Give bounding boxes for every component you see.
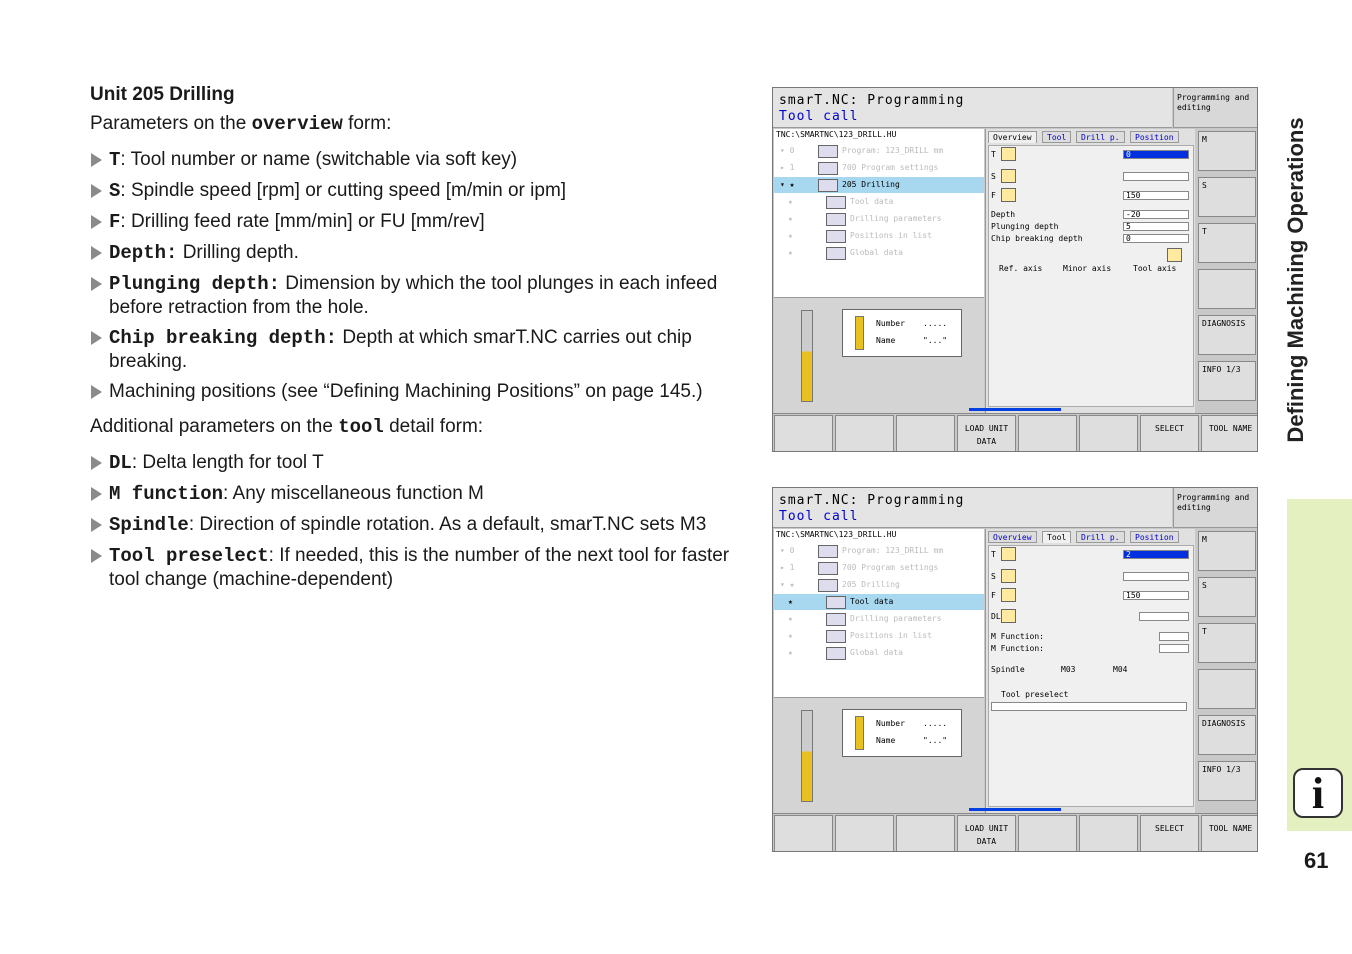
vertical-softkey-bar: [1196, 529, 1258, 813]
field-depth-input[interactable]: -20: [1123, 210, 1189, 219]
tree-node-icon: [818, 562, 838, 575]
param-code: Plunging depth:: [109, 273, 281, 295]
tree-node-label: Global data: [850, 648, 903, 657]
tree-node-marker: ★: [788, 597, 793, 606]
param-code: F: [109, 211, 121, 233]
program-path: TNC:\SMARTNC\123_DRILL.HU: [774, 129, 984, 141]
m-function-input[interactable]: [1159, 644, 1189, 653]
param-code: T: [109, 149, 121, 171]
info-number-label: Number: [876, 319, 905, 328]
tree-item[interactable]: [774, 611, 984, 627]
softkey-empty[interactable]: [774, 815, 833, 852]
s-field-icon: [1001, 169, 1016, 183]
spindle-label: Spindle: [991, 665, 1025, 674]
tree-node-marker: ▾ 0: [780, 546, 795, 555]
softkey-tool-name[interactable]: TOOL NAME: [1201, 815, 1258, 852]
softkey-diagnosis[interactable]: DIAGNOSIS: [1198, 715, 1256, 755]
info-number-value: .....: [923, 719, 948, 728]
tab-tool[interactable]: Tool: [1042, 131, 1071, 143]
intro-paragraph-2: [90, 415, 750, 439]
spindle-m03-option: M03: [1061, 665, 1076, 674]
tree-node-icon: [826, 213, 846, 226]
param-description: Depth at which smarT.NC carries out chip breaking.: [109, 327, 692, 372]
field-F-input[interactable]: 150: [1123, 191, 1189, 200]
tree-node-marker: ▸ 1: [780, 163, 795, 172]
tree-node-icon: [818, 179, 838, 192]
tree-item[interactable]: [774, 211, 984, 227]
axis-label: Tool axis: [1133, 264, 1177, 273]
plunging-depth-label: Plunging depth: [991, 222, 1059, 231]
tree-node-marker: ★: [788, 197, 793, 206]
softkey-empty[interactable]: [835, 415, 894, 452]
tree-node-marker: ▾ ★: [780, 580, 795, 589]
tab-overview[interactable]: Overview: [988, 131, 1037, 143]
tree-node-icon: [826, 596, 846, 609]
tree-node-marker: ★: [788, 231, 793, 240]
tree-item[interactable]: [774, 160, 984, 176]
depth-label: Depth: [991, 210, 1016, 219]
progress-indicator: [969, 808, 1061, 811]
tree-node-icon: [818, 545, 838, 558]
tree-item[interactable]: [774, 194, 984, 210]
chip-breaking-depth-label: Chip breaking depth: [991, 234, 1083, 243]
dl-field-icon: [1001, 609, 1016, 623]
field-label-s: S: [991, 172, 996, 181]
intro-text: form:: [342, 113, 392, 134]
tree-item[interactable]: [774, 628, 984, 644]
intro-code: tool: [338, 416, 384, 438]
field-S-input[interactable]: [1123, 572, 1189, 581]
param-code: DL: [109, 452, 132, 474]
t-field-icon: [1001, 547, 1016, 561]
t-field-icon: [1001, 147, 1016, 161]
tree-node-marker: ▾ ★: [780, 180, 795, 189]
intro-text: Additional parameters on the: [90, 416, 339, 437]
tree-item[interactable]: [774, 594, 984, 610]
parameter-list-tool: [90, 451, 750, 591]
list-item: [90, 179, 750, 203]
m-function-label: M Function:: [991, 632, 1044, 641]
softkey-empty[interactable]: [1079, 815, 1138, 852]
softkey-m[interactable]: M: [1198, 131, 1256, 171]
tree-node-icon: [826, 230, 846, 243]
tree-node-label: Drilling parameters: [850, 614, 942, 623]
tool-small-icon: [855, 716, 864, 750]
field-DL-input[interactable]: [1139, 612, 1189, 621]
operating-mode-label: Programming and editing: [1173, 488, 1258, 528]
softkey-empty[interactable]: [896, 415, 955, 452]
operating-mode-label: Programming and editing: [1173, 88, 1258, 128]
param-code: S: [109, 180, 121, 202]
screen-title: smarT.NC: Programming: [779, 93, 965, 108]
param-description: : Drilling feed rate [mm/min] or FU [mm/rev]: [120, 211, 485, 232]
field-T-input[interactable]: 0: [1123, 150, 1189, 159]
program-tree: [774, 541, 984, 697]
tree-node-label: 700 Program settings: [842, 563, 939, 572]
tree-node-icon: [818, 145, 838, 158]
param-description: : If needed, this is the number of the next tool for faster tool change (machine-dependent): [109, 545, 730, 590]
tree-node-label: 700 Program settings: [842, 163, 939, 172]
horizontal-softkey-bar: [773, 413, 1258, 452]
list-item: [90, 241, 750, 265]
list-item: [90, 482, 750, 506]
field-plunge-input[interactable]: 5: [1123, 222, 1189, 231]
tab-tool[interactable]: Tool: [1042, 531, 1071, 543]
softkey-select[interactable]: SELECT: [1140, 415, 1199, 452]
param-code: Tool preselect: [109, 545, 269, 567]
softkey-load-unit-data[interactable]: LOAD UNIT DATA: [957, 415, 1016, 452]
f-field-icon: [1001, 188, 1016, 202]
m-function-label: M Function:: [991, 644, 1044, 653]
tree-node-marker: ★: [788, 648, 793, 657]
softkey-t[interactable]: T: [1198, 223, 1256, 263]
tree-node-icon: [818, 162, 838, 175]
tree-item[interactable]: [774, 543, 984, 559]
screenshot-tool-form: [772, 487, 1258, 852]
tree-node-icon: [818, 579, 838, 592]
vertical-softkey-bar: [1196, 129, 1258, 413]
program-tree: [774, 141, 984, 297]
field-label-t: T: [991, 150, 996, 159]
tree-node-marker: ▾ 0: [780, 146, 795, 155]
intro-text: detail form:: [383, 416, 484, 437]
param-description: : Direction of spindle rotation. As a default, smarT.NC sets M3: [188, 514, 707, 535]
document-body: [90, 83, 750, 603]
param-code: M function: [109, 483, 224, 505]
param-description: : Delta length for tool T: [131, 452, 324, 473]
tree-node-label: Program: 123_DRILL mm: [842, 546, 944, 555]
tree-item[interactable]: [774, 143, 984, 159]
tree-item[interactable]: [774, 577, 984, 593]
list-item: [90, 380, 750, 403]
field-label-f: F: [991, 191, 996, 200]
tool-preselect-label: Tool preselect: [1001, 690, 1069, 699]
softkey-s[interactable]: S: [1198, 177, 1256, 217]
softkey-tool-name[interactable]: TOOL NAME: [1201, 415, 1258, 452]
tool-preselect-input[interactable]: [991, 702, 1187, 711]
softkey-t[interactable]: T: [1198, 623, 1256, 663]
tab-drillp[interactable]: Drill p.: [1076, 531, 1125, 543]
param-description: : Any miscellaneous function M: [223, 483, 484, 504]
field-label-s: S: [991, 572, 996, 581]
softkey-empty[interactable]: [1079, 415, 1138, 452]
tab-position[interactable]: Position: [1130, 131, 1179, 143]
softkey-load-unit-data[interactable]: LOAD UNIT DATA: [957, 815, 1016, 852]
axes-selector-icon: [1167, 248, 1182, 262]
form-panel: [988, 545, 1194, 807]
tree-item[interactable]: [774, 645, 984, 661]
section-heading: Unit 205 Drilling: [90, 84, 235, 105]
tree-node-label: 205 Drilling: [842, 180, 900, 189]
list-item: [90, 148, 750, 172]
softkey-empty[interactable]: [1018, 815, 1077, 852]
progress-indicator: [969, 408, 1061, 411]
tree-node-icon: [826, 647, 846, 660]
axis-label: Minor axis: [1063, 264, 1112, 273]
info-name-value: "...": [923, 736, 948, 745]
tree-node-label: Program: 123_DRILL mm: [842, 146, 944, 155]
tree-item[interactable]: [774, 245, 984, 261]
form-panel: [988, 145, 1194, 407]
tree-node-label: Tool data: [850, 597, 894, 606]
list-item: [90, 272, 750, 319]
tool-preview-panel: [774, 297, 984, 413]
tree-node-label: Positions in list: [850, 631, 932, 640]
param-code: Depth:: [109, 242, 178, 264]
list-item: [90, 326, 750, 373]
tree-node-label: Global data: [850, 248, 903, 257]
tool-info-box: [842, 709, 962, 757]
info-name-label: Name: [876, 336, 896, 345]
tool-preview-panel: [774, 697, 984, 813]
parameter-list-overview: [90, 148, 750, 403]
screen-subtitle: Tool call: [779, 109, 859, 124]
tree-node-label: 205 Drilling: [842, 580, 900, 589]
page-number: 61: [1304, 848, 1329, 873]
softkey-info13[interactable]: INFO 1/3: [1198, 761, 1256, 801]
list-item: [90, 544, 750, 591]
field-label-t: T: [991, 550, 996, 559]
list-item: [90, 210, 750, 234]
softkey-diagnosis[interactable]: DIAGNOSIS: [1198, 315, 1256, 355]
parameter-form: [985, 529, 1195, 813]
param-description: : Spindle speed [rpm] or cutting speed [m/min or ipm]: [120, 180, 567, 201]
intro-paragraph-1: [90, 112, 750, 136]
param-description: Machining positions (see “Defining Machining Positions” on page 145.): [109, 381, 703, 402]
tree-item[interactable]: [774, 228, 984, 244]
tree-node-label: Positions in list: [850, 231, 932, 240]
param-code: Spindle: [109, 514, 189, 536]
screen-title: smarT.NC: Programming: [779, 493, 965, 508]
parameter-form: [985, 129, 1195, 413]
info-name-value: "...": [923, 336, 948, 345]
field-chip-input[interactable]: 0: [1123, 234, 1189, 243]
softkey-empty[interactable]: [1018, 415, 1077, 452]
tool-info-box: [842, 309, 962, 357]
screen-header: [773, 488, 1172, 528]
param-description: Drilling depth.: [177, 242, 299, 263]
tree-node-icon: [826, 196, 846, 209]
screen-header: [773, 88, 1172, 128]
tree-node-marker: ★: [788, 248, 793, 257]
list-item: [90, 513, 750, 537]
softkey-empty[interactable]: [1198, 669, 1256, 709]
info-number-value: .....: [923, 319, 948, 328]
intro-text: Parameters on the: [90, 113, 252, 134]
softkey-empty[interactable]: [896, 815, 955, 852]
tree-node-icon: [826, 247, 846, 260]
f-field-icon: [1001, 588, 1016, 602]
tree-node-marker: ★: [788, 614, 793, 623]
tab-overview[interactable]: Overview: [988, 531, 1037, 543]
drill-graphic-icon: [801, 710, 813, 802]
field-label-f: F: [991, 591, 996, 600]
softkey-info13[interactable]: INFO 1/3: [1198, 361, 1256, 401]
m-function-input[interactable]: [1159, 632, 1189, 641]
tree-node-marker: ★: [788, 631, 793, 640]
tree-node-label: Drilling parameters: [850, 214, 942, 223]
list-item: [90, 451, 750, 475]
info-name-label: Name: [876, 736, 896, 745]
tree-item[interactable]: [774, 177, 984, 193]
spindle-m04-option: M04: [1113, 665, 1128, 674]
tree-node-icon: [826, 630, 846, 643]
softkey-s[interactable]: S: [1198, 577, 1256, 617]
tab-position[interactable]: Position: [1130, 531, 1179, 543]
axis-label: Ref. axis: [999, 264, 1043, 273]
program-path: TNC:\SMARTNC\123_DRILL.HU: [774, 529, 984, 541]
field-T-input[interactable]: 2: [1123, 550, 1189, 559]
info-number-label: Number: [876, 719, 905, 728]
param-description: Dimension by which the tool plunges in each infeed before retraction from the hole.: [109, 273, 718, 318]
softkey-m[interactable]: M: [1198, 531, 1256, 571]
tool-small-icon: [855, 316, 864, 350]
field-S-input[interactable]: [1123, 172, 1189, 181]
param-description: : Tool number or name (switchable via soft key): [120, 149, 518, 170]
tree-node-marker: ▸ 1: [780, 563, 795, 572]
s-field-icon: [1001, 569, 1016, 583]
drill-graphic-icon: [801, 310, 813, 402]
intro-code: overview: [251, 113, 343, 135]
screenshot-overview-form: [772, 87, 1258, 452]
param-code: Chip breaking depth:: [109, 327, 338, 349]
field-label-dl: DL: [991, 612, 1001, 621]
softkey-select[interactable]: SELECT: [1140, 815, 1199, 852]
softkey-empty[interactable]: [835, 815, 894, 852]
softkey-empty[interactable]: [1198, 269, 1256, 309]
tree-item[interactable]: [774, 560, 984, 576]
field-F-input[interactable]: 150: [1123, 591, 1189, 600]
tab-drillp[interactable]: Drill p.: [1076, 131, 1125, 143]
screen-subtitle: Tool call: [779, 509, 859, 524]
tree-node-label: Tool data: [850, 197, 894, 206]
tree-node-icon: [826, 613, 846, 626]
softkey-empty[interactable]: [774, 415, 833, 452]
info-icon: i: [1293, 768, 1343, 818]
tree-node-marker: ★: [788, 214, 793, 223]
horizontal-softkey-bar: [773, 813, 1258, 852]
chapter-title-text: Defining Machining Operations: [1283, 117, 1308, 443]
